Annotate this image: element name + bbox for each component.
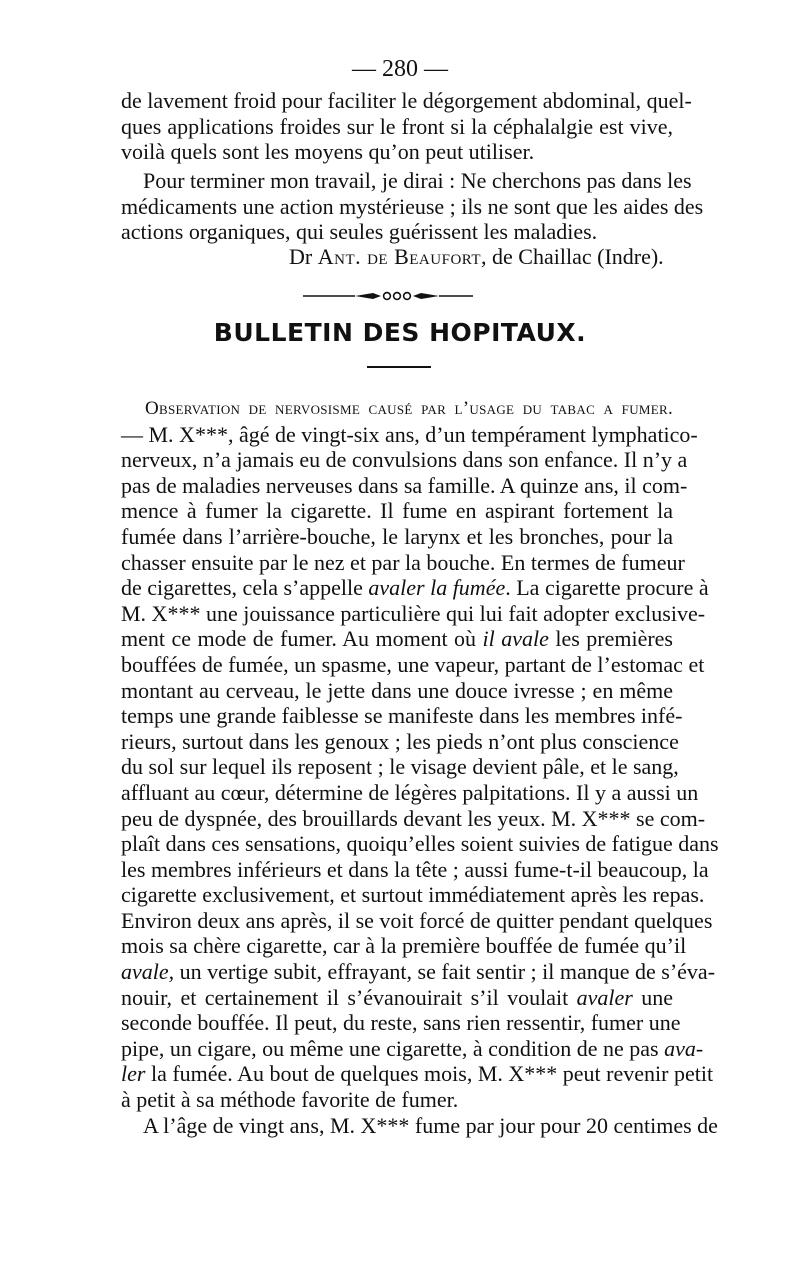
text-line: seconde bouffée. Il peut, du reste, sans rien ressentir, fumer une [121, 1010, 681, 1036]
text-line: ques applications froides sur le front si la céphalalgie est vive, [121, 113, 673, 139]
text-line: de lavement froid pour faciliter le dégorgement abdominal, quel- [121, 88, 692, 113]
text-line: avale, un vertige subit, effrayant, se fait sentir ; il manque de s’éva- [121, 959, 716, 985]
text-line: voilà quels sont les moyens qu’on peut utiliser. [121, 139, 535, 165]
text-line: montant au cerveau, le jette dans une douce ivresse ; en même [121, 677, 673, 703]
text-line: fumée dans l’arrière-bouche, le larynx et les bronches, pour la [121, 523, 673, 549]
observation-heading: Observation de nervosisme causé par l’usage du tabac a fumer. [145, 398, 673, 419]
intro-paragraph [121, 88, 692, 165]
text-line: nouir, et certainement il s’évanouirait s’il voulait avaler une [121, 984, 673, 1010]
text-line: rieurs, surtout dans les genoux ; les pieds n’ont plus conscience [121, 728, 679, 754]
text-line: chasser ensuite par le nez et par la bouche. En termes de fumeur [121, 549, 685, 575]
text-line: peu de dyspnée, des brouillards devant les yeux. M. X*** se com- [121, 805, 706, 831]
text-line: de cigarettes, cela s’appelle avaler la fumée. La cigarette procure à [121, 575, 709, 601]
text-line: affluant au cœur, détermine de légères palpitations. Il y a aussi un [121, 779, 699, 805]
text-line: les membres inférieurs et dans la tête ; aussi fume-t-il beaucoup, la [121, 856, 709, 882]
observation-paragraph [121, 396, 719, 1138]
text-line: à petit à sa méthode favorite de fumer. [121, 1087, 459, 1113]
signature-place: , de Chaillac (Indre). [481, 244, 664, 269]
text-line: cigarette exclusivement, et surtout immédiatement après les repas. [121, 882, 705, 908]
section-title: BULLETIN DES HOPITAUX. [213, 318, 587, 347]
text-line: pipe, un cigare, ou même une cigarette, à condition de ne pas ava- [121, 1035, 704, 1061]
text-line: du sol sur lequel ils reposent ; le visage devient pâle, et le sang, [121, 754, 679, 780]
text-line: ler la fumée. Au bout de quelques mois, M. X*** peut revenir petit [121, 1061, 714, 1087]
text-line: temps une grande faiblesse se manifeste dans les membres infé- [121, 703, 683, 729]
signature-name: Ant. de Beaufort [317, 244, 482, 269]
text-line: médicaments une action mystérieuse ; ils ne sont que les aides des [121, 193, 704, 219]
signature-prefix: Dr [289, 244, 313, 269]
text-line: nerveux, n’a jamais eu de convulsions dans son enfance. Il n’y a [121, 447, 688, 473]
text-line: mois sa chère cigarette, car à la première bouffée de fumée qu’il [121, 933, 687, 959]
text-line: — M. X***, âgé de vingt-six ans, d’un tempérament lymphatico- [121, 421, 698, 447]
text-line: Environ deux ans après, il se voit forcé de quitter pendant quelques [121, 907, 713, 933]
page-number: — 280 — [352, 56, 448, 82]
text-line: plaît dans ces sensations, quoiqu’elles soient suivies de fatigue dans [121, 831, 719, 857]
text-line: ment ce mode de fumer. Au moment où il avale les premières [121, 626, 673, 652]
text-line: A l’âge de vingt ans, M. X*** fume par jour pour 20 centimes de [143, 1112, 718, 1138]
text-line: mence à fumer la cigarette. Il fume en aspirant fortement la [121, 498, 673, 524]
text-line: bouffées de fumée, un spasme, une vapeur, partant de l’estomac et [121, 651, 705, 677]
text-line: actions organiques, qui seules guérissent les maladies. [121, 219, 598, 245]
text-line: M. X*** une jouissance particulière qui lui fait adopter exclusive- [121, 600, 706, 626]
text-line: pas de maladies nerveuses dans sa famille. A quinze ans, il com- [121, 472, 688, 498]
signature [289, 244, 664, 270]
ornament-divider [303, 289, 473, 303]
conclusion-paragraph [121, 168, 704, 245]
text-line: Pour terminer mon travail, je dirai : Ne cherchons pas dans les [143, 168, 692, 193]
title-rule [367, 366, 431, 368]
